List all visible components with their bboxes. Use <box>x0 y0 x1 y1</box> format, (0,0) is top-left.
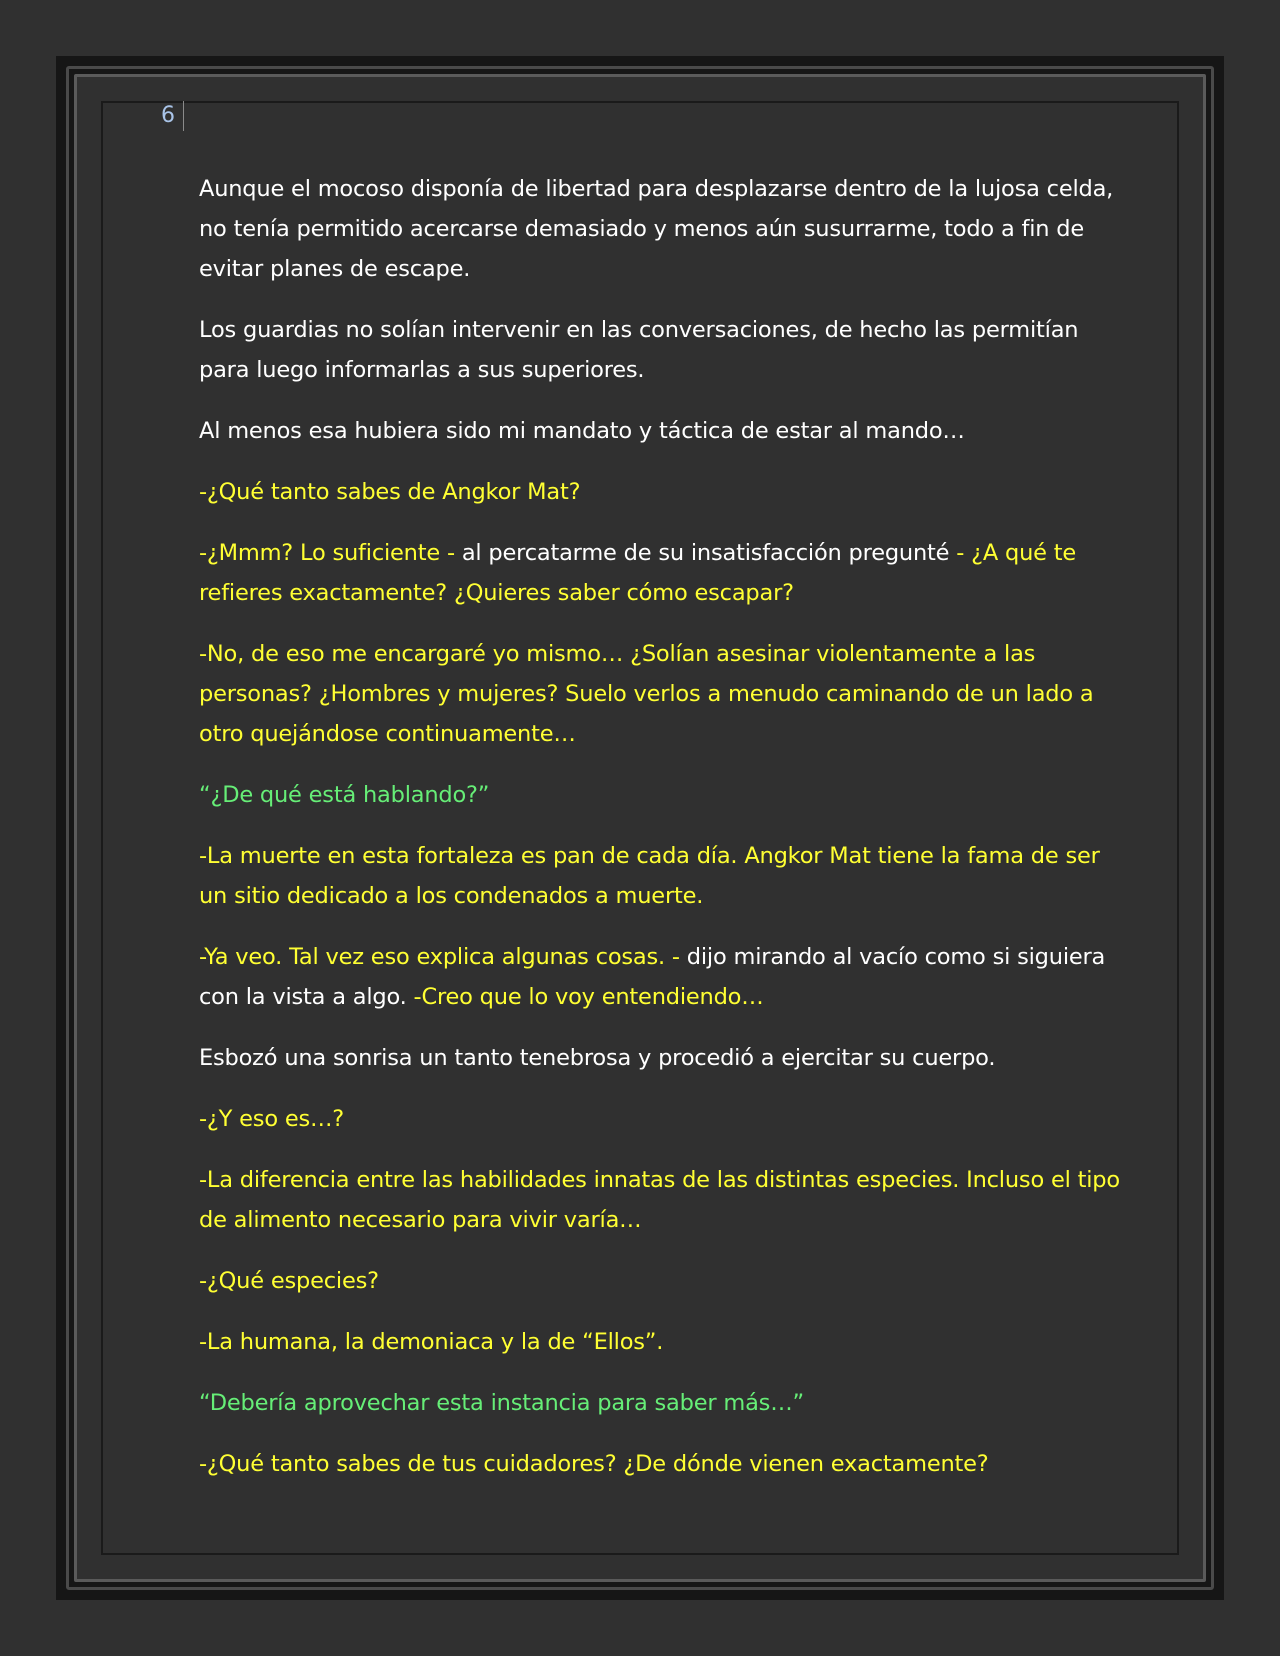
dialogue-text: -¿Qué especies? <box>199 1268 379 1294</box>
paragraph <box>199 836 1129 916</box>
paragraph <box>199 1322 1129 1362</box>
page-number: 6 <box>161 101 184 131</box>
dialogue-text: -No, de eso me encargaré yo mismo… ¿Solían asesinar violentamente a las personas? ¿Hombres y mujeres? Suelo verlos a menudo caminando de un lado a otro quejándose continuamente… <box>199 641 1094 747</box>
paragraph <box>199 533 1129 613</box>
paragraph <box>199 1160 1129 1240</box>
paragraph <box>199 1261 1129 1301</box>
page-surface <box>74 74 1206 1582</box>
paragraph <box>199 937 1129 1017</box>
dialogue-text: -La diferencia entre las habilidades innatas de las distintas especies. Incluso el tipo de alimento necesario para vivir varía… <box>199 1167 1120 1233</box>
narration-text: Los guardias no solían intervenir en las conversaciones, de hecho las permitían para luego informarlas a sus superiores. <box>199 317 1079 383</box>
thought-text: “¿De qué está hablando?” <box>199 782 490 808</box>
dialogue-text: -¿Y eso es…? <box>199 1106 345 1132</box>
narration-text: dijo mirando al vacío como si siguiera con la vista a algo. <box>199 944 1106 1010</box>
dialogue-text: -¿Qué tanto sabes de Angkor Mat? <box>199 479 581 505</box>
paragraph <box>199 169 1129 289</box>
page-frame <box>56 56 1224 1600</box>
paragraph <box>199 775 1129 815</box>
dialogue-text: -¿Mmm? Lo suficiente - <box>199 540 462 566</box>
paragraph <box>199 1038 1129 1078</box>
narration-text: al percatarme de su insatisfacción pregunté <box>461 540 957 566</box>
narration-text: Al menos esa hubiera sido mi mandato y táctica de estar al mando… <box>199 418 965 444</box>
paragraph <box>199 1383 1129 1423</box>
paragraph <box>199 411 1129 451</box>
narration-text: Esbozó una sonrisa un tanto tenebrosa y procedió a ejercitar su cuerpo. <box>199 1045 996 1071</box>
dialogue-text: - ¿A qué te refieres exactamente? ¿Quieres saber cómo escapar? <box>199 540 1077 606</box>
dialogue-text: -¿Qué tanto sabes de tus cuidadores? ¿De dónde vienen exactamente? <box>199 1451 989 1477</box>
paragraph <box>199 310 1129 390</box>
story-text <box>199 169 1129 1505</box>
dialogue-text: -La muerte en esta fortaleza es pan de cada día. Angkor Mat tiene la fama de ser un sitio dedicado a los condenados a muerte. <box>199 843 1100 909</box>
paragraph <box>199 1444 1129 1484</box>
paragraph <box>199 634 1129 754</box>
paragraph <box>199 472 1129 512</box>
dialogue-text: -Ya veo. Tal vez eso explica algunas cosas. - <box>199 944 687 970</box>
paragraph <box>199 1099 1129 1139</box>
thought-text: “Debería aprovechar esta instancia para saber más…” <box>199 1390 804 1416</box>
narration-text: Aunque el mocoso disponía de libertad para desplazarse dentro de la lujosa celda, no tenía permitido acercarse demasiado y menos aún susurrarme, todo a fin de evitar planes de escape. <box>199 176 1114 282</box>
dialogue-text: -La humana, la demoniaca y la de “Ellos”. <box>199 1329 664 1355</box>
dialogue-text: -Creo que lo voy entendiendo… <box>413 984 764 1010</box>
